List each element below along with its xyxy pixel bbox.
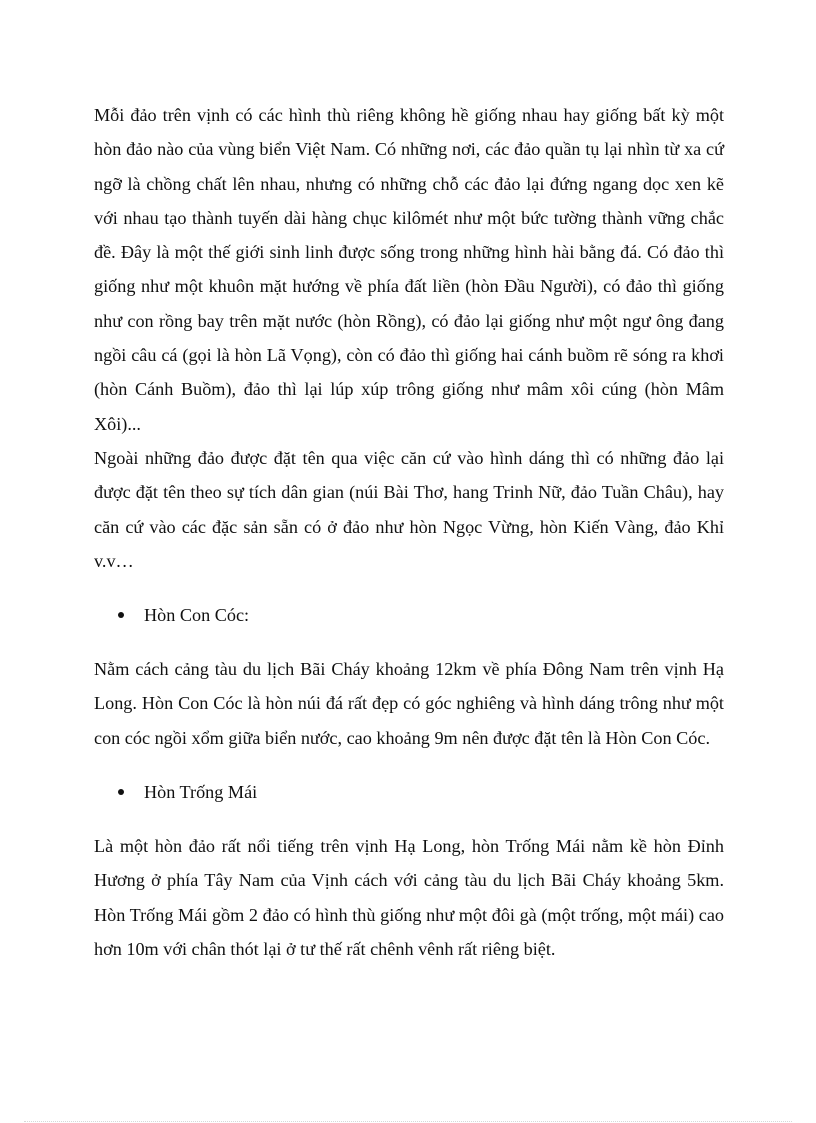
document-page bbox=[94, 98, 724, 966]
page-bottom-divider bbox=[24, 1121, 792, 1122]
bullet-label: Hòn Trống Mái bbox=[144, 782, 258, 803]
bullet-icon bbox=[118, 789, 124, 795]
paragraph-hon-con-coc: Nằm cách cảng tàu du lịch Bãi Cháy khoảng 12km về phía Đông Nam trên vịnh Hạ Long. Hòn Con Cóc là hòn núi đá rất đẹp có góc nghiêng và hình dáng trông như một con cóc ngồi xổm giữa biển nước, cao khoảng 9m nên được đặt tên là Hòn Con Cóc. bbox=[94, 659, 724, 748]
bullet-item-hon-trong-mai bbox=[118, 775, 724, 809]
paragraph-island-shapes: Mỗi đảo trên vịnh có các hình thù riêng không hề giống nhau hay giống bất kỳ một hòn đảo nào của vùng biển Việt Nam. Có những nơi, các đảo quần tụ lại nhìn từ xa cứ ngỡ là chồng chất lên nhau, nhưng có những chỗ các đảo lại đứng ngang dọc xen kẽ với nhau tạo thành tuyến dài hàng chục kilômét như một bức tường thành vững chắc đề. Đây là một thế giới sinh linh được sống trong những hình hài bằng đá. Có đảo thì giống như một khuôn mặt hướng về phía đất liền (hòn Đầu Người), có đảo thì giống như con rồng bay trên mặt nước (hòn Rồng), có đảo lại giống như một ngư ông đang ngồi câu cá (gọi là hòn Lã Vọng), còn có đảo thì giống hai cánh buồm rẽ sóng ra khơi (hòn Cánh Buồm), đảo thì lại lúp xúp trông giống như mâm xôi cúng (hòn Mâm Xôi)... bbox=[94, 105, 724, 434]
bullet-icon bbox=[118, 612, 124, 618]
bullet-label: Hòn Con Cóc: bbox=[144, 605, 250, 626]
bullet-item-hon-con-coc bbox=[118, 598, 724, 632]
paragraph-hon-trong-mai: Là một hòn đảo rất nổi tiếng trên vịnh Hạ Long, hòn Trống Mái nằm kề hòn Đỉnh Hương ở phía Tây Nam của Vịnh cách với cảng tàu du lịch Bãi Cháy khoảng 5km. Hòn Trống Mái gồm 2 đảo có hình thù giống như một đôi gà (một trống, một mái) cao hơn 10m với chân thót lại ở tư thế rất chênh vênh rất riêng biệt. bbox=[94, 836, 724, 959]
paragraph-island-names: Ngoài những đảo được đặt tên qua việc căn cứ vào hình dáng thì có những đảo lại được đặt tên theo sự tích dân gian (núi Bài Thơ, hang Trinh Nữ, đảo Tuần Châu), hay căn cứ vào các đặc sản sẵn có ở đảo như hòn Ngọc Vừng, hòn Kiến Vàng, đảo Khỉ v.v… bbox=[94, 447, 724, 571]
